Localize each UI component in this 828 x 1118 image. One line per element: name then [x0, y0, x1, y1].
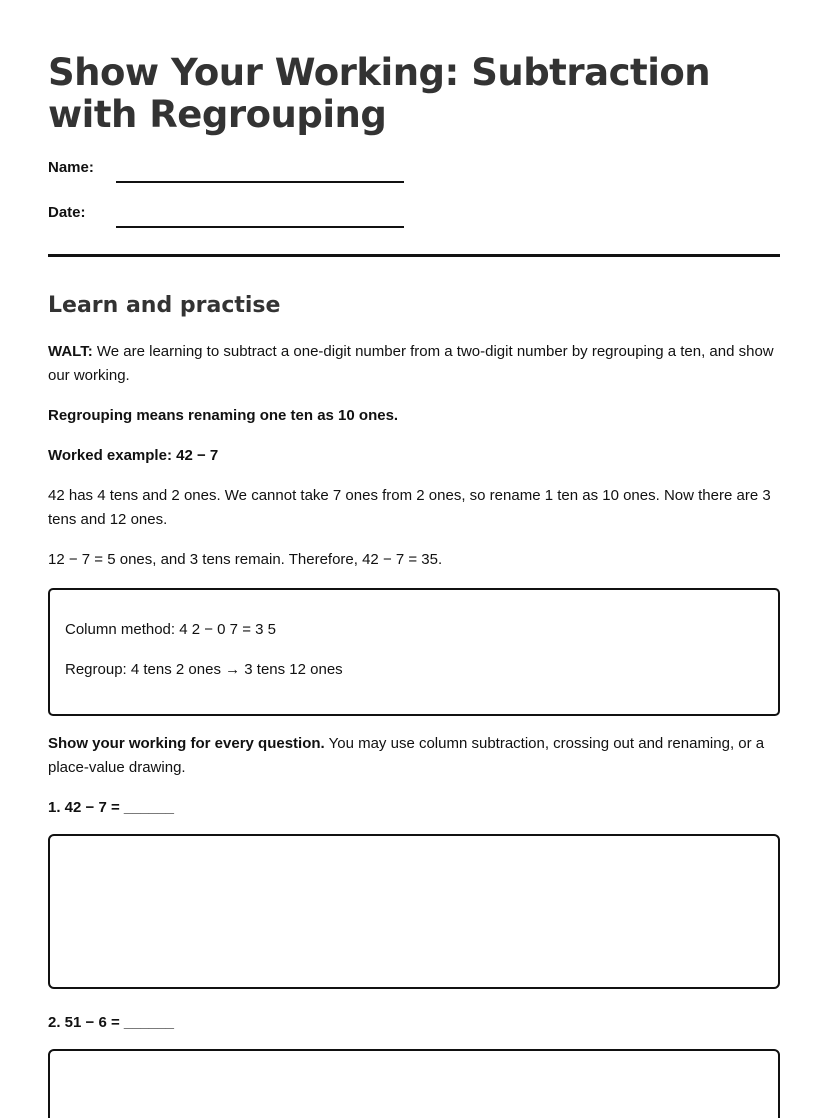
instructions-text: You may use column subtraction, crossing out and renaming, or a place-value drawing.	[48, 735, 765, 776]
answer-box[interactable]	[48, 834, 780, 989]
worked-paragraph-2: 12 − 7 = 5 ones, and 3 tens remain. Therefore, 42 − 7 = 35.	[48, 551, 443, 568]
column-method-line: Column method: 4 2 − 0 7 = 3 5	[65, 621, 276, 638]
section-heading: Learn and practise	[48, 293, 281, 318]
question-label: 2. 51 − 6 = ______	[48, 1014, 174, 1031]
regroup-line: Regroup: 4 tens 2 ones → 3 tens 12 ones	[65, 661, 343, 678]
name-line[interactable]	[116, 181, 404, 183]
instructions-bold: Show your working for every question.	[48, 735, 325, 752]
worksheet-page	[48, 0, 780, 1118]
name-field	[48, 159, 780, 204]
worked-paragraph-1: 42 has 4 tens and 2 ones. We cannot take 7 ones from 2 ones, so rename 1 ten as 10 ones. Now there are 3 tens and 12 ones.	[48, 487, 771, 528]
name-label: Name:	[48, 159, 94, 176]
instructions-paragraph	[48, 732, 780, 780]
question-label: 1. 42 − 7 = ______	[48, 799, 174, 816]
date-line[interactable]	[116, 226, 404, 228]
worksheet-title: Show Your Working: Subtraction with Regrouping	[48, 51, 711, 136]
walt-label: WALT:	[48, 343, 93, 360]
worked-example-heading: Worked example: 42 − 7	[48, 447, 219, 464]
walt-text: We are learning to subtract a one-digit number from a two-digit number by regrouping a ten, and show our working.	[48, 343, 774, 384]
date-field	[48, 204, 780, 249]
date-label: Date:	[48, 204, 86, 221]
walt-paragraph	[48, 340, 780, 388]
answer-box[interactable]	[48, 1049, 780, 1118]
regroup-note: Regrouping means renaming one ten as 10 ones.	[48, 407, 399, 424]
worked-example-box	[48, 588, 780, 716]
